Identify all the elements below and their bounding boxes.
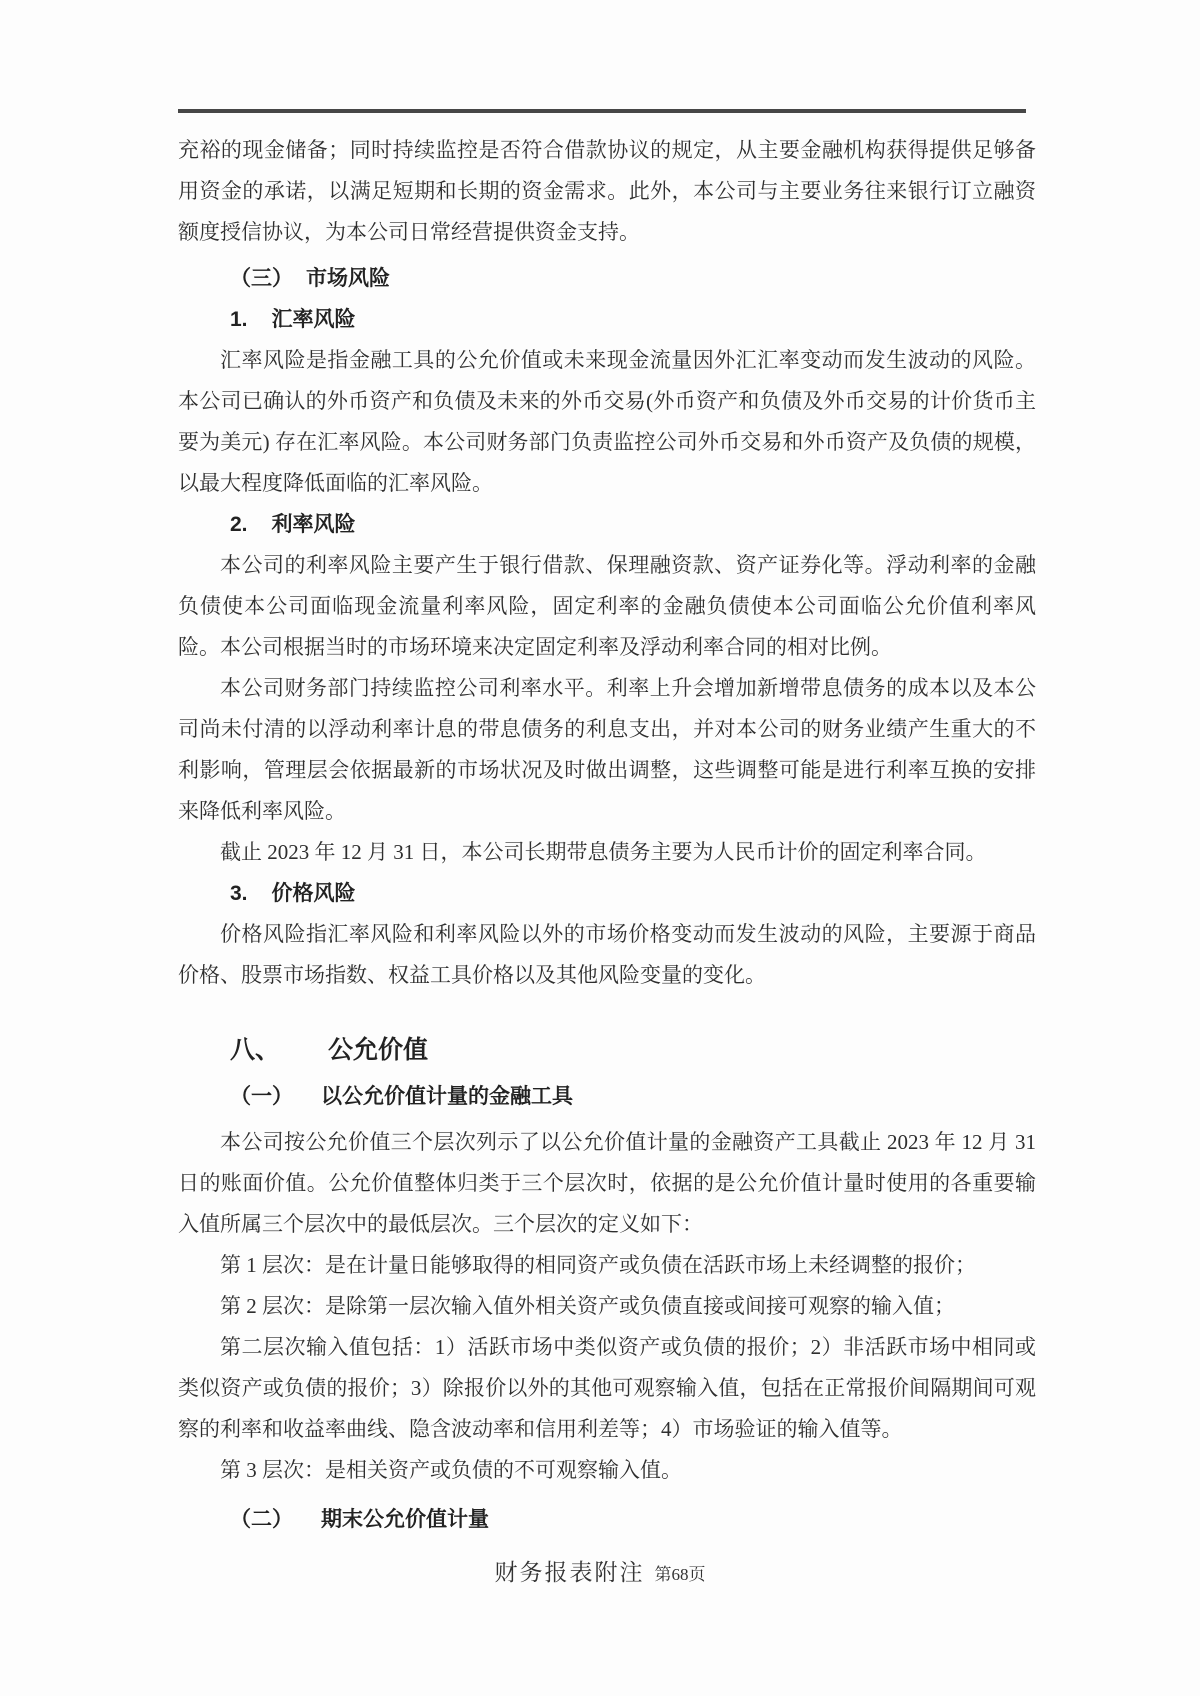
section-title: 市场风险	[306, 267, 390, 290]
section-heading-fv-endperiod	[178, 1499, 1036, 1540]
subsection-title: 利率风险	[271, 513, 356, 536]
subsection-title: 汇率风险	[271, 308, 356, 331]
subsection-number: 2.	[230, 513, 248, 536]
paragraph-interest-risk-3: 截止 2023 年 12 月 31 日，本公司长期带息债务主要为人民币计价的固定利率合同。	[220, 840, 987, 864]
section-title: 期末公允价值计量	[321, 1508, 489, 1531]
paragraph-interest-risk-2: 本公司财务部门持续监控公司利率水平。利率上升会增加新增带息债务的成本以及本公司尚未付清的以浮动利率计息的带息债务的利息支出，并对本公司的财务业绩产生重大的不利影响，管理层会依据最新的市场状况及时做出调整，这些调整可能是进行利率互换的安排来降低利率风险。	[178, 676, 1036, 823]
subsection-heading-fx-risk	[178, 299, 1036, 340]
paragraph-level-3: 第 3 层次：是相关资产或负债的不可观察输入值。	[220, 1458, 682, 1482]
section-number: （二）	[230, 1508, 293, 1531]
document-body	[178, 130, 1036, 1540]
paragraph-fx-risk: 汇率风险是指金融工具的公允价值或未来现金流量因外汇汇率变动而发生波动的风险。本公司已确认的外币资产和负债及未来的外币交易(外币资产和负债及外币交易的计价货币主要为美元) 存在汇率风险。本公司财务部门负责监控公司外币交易和外币资产及负债的规模，以最大程度降低面临的汇率风险。	[178, 348, 1036, 495]
subsection-number: 3.	[230, 882, 248, 905]
paragraph-level-1: 第 1 层次：是在计量日能够取得的相同资产或负债在活跃市场上未经调整的报价；	[220, 1253, 976, 1277]
page-footer	[0, 1556, 1200, 1593]
chapter-number: 八、	[230, 1036, 281, 1064]
section-title: 以公允价值计量的金融工具	[321, 1085, 573, 1108]
footer-page-number: 第68页	[654, 1565, 706, 1584]
paragraph-price-risk: 价格风险指汇率风险和利率风险以外的市场价格变动而发生波动的风险，主要源于商品价格、股票市场指数、权益工具价格以及其他风险变量的变化。	[178, 922, 1036, 987]
paragraph-interest-risk-1: 本公司的利率风险主要产生于银行借款、保理融资款、资产证券化等。浮动利率的金融负债使本公司面临现金流量利率风险，固定利率的金融负债使本公司面临公允价值利率风险。本公司根据当时的市场环境来决定固定利率及浮动利率合同的相对比例。	[178, 553, 1036, 659]
subsection-number: 1.	[230, 308, 248, 331]
footer-document-title: 财务报表附注	[494, 1560, 645, 1585]
paragraph-level-2: 第 2 层次：是除第一层次输入值外相关资产或负债直接或间接可观察的输入值；	[220, 1294, 955, 1318]
chapter-heading-fair-value	[178, 1028, 1036, 1072]
paragraph-fv-levels-intro: 本公司按公允价值三个层次列示了以公允价值计量的金融资产工具截止 2023 年 12 月 31 日的账面价值。公允价值整体归类于三个层次时，依据的是公允价值计量时使用的各重要输入值所属三个层次中的最低层次。三个层次的定义如下：	[178, 1130, 1036, 1236]
subsection-title: 价格风险	[271, 882, 356, 905]
chapter-title: 公允价值	[328, 1036, 429, 1064]
header-divider	[178, 109, 1026, 113]
subsection-heading-price-risk	[178, 873, 1036, 914]
section-heading-market-risk	[178, 258, 1036, 299]
section-number: （一）	[230, 1085, 293, 1108]
subsection-heading-interest-risk	[178, 504, 1036, 545]
paragraph-level-2-inputs: 第二层次输入值包括：1）活跃市场中类似资产或负债的报价；2）非活跃市场中相同或类似资产或负债的报价；3）除报价以外的其他可观察输入值，包括在正常报价间隔期间可观察的利率和收益率曲线、隐含波动率和信用利差等；4）市场验证的输入值等。	[178, 1335, 1036, 1441]
section-heading-fv-instruments	[178, 1076, 1036, 1117]
paragraph-liquidity-continuation: 充裕的现金储备；同时持续监控是否符合借款协议的规定，从主要金融机构获得提供足够备用资金的承诺，以满足短期和长期的资金需求。此外，本公司与主要业务往来银行订立融资额度授信协议，为本公司日常经营提供资金支持。	[178, 138, 1036, 244]
section-number: （三）	[230, 267, 293, 290]
